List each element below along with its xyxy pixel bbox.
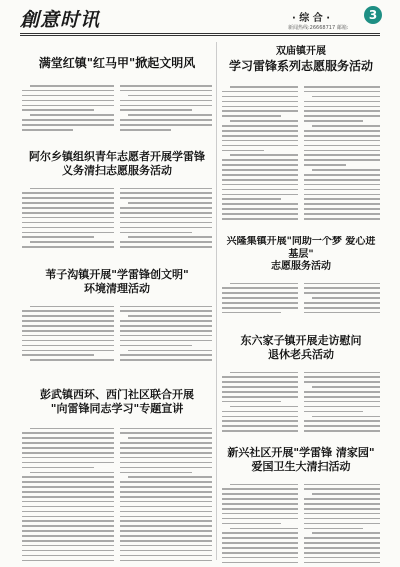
- masthead-rule: [20, 33, 380, 34]
- masthead-rule-thin: [20, 35, 380, 36]
- article-headline: 苇子沟镇开展"学雷锋创文明" 环境清理活动: [45, 268, 189, 295]
- article-body: [222, 86, 380, 222]
- article-dongliujiazi: [222, 334, 380, 434]
- article-weizigou: [22, 268, 212, 363]
- article-xinglongji: [222, 236, 380, 316]
- article-body: [222, 283, 380, 317]
- article-manjiahong: [22, 56, 212, 146]
- masthead: [0, 0, 400, 34]
- article-headline: 新兴社区开展"学雷锋 清家园" 爱国卫生大清扫活动: [227, 446, 375, 473]
- article-body: [22, 306, 212, 364]
- article-headline: 彭武镇西环、西门社区联合开展 "向雷锋同志学习"专题宣讲: [40, 388, 194, 415]
- article-headline: 学习雷锋系列志愿服务活动: [228, 59, 373, 73]
- article-body: [22, 428, 212, 564]
- newspaper-logo: 創意时讯: [20, 9, 101, 31]
- article-headline: 兴隆集镇开展"同助一个梦 爱心进基层" 志愿服务活动: [226, 236, 376, 272]
- article-shuangmiao: [222, 42, 380, 222]
- section-label: · 综 合 ·: [292, 13, 331, 24]
- contact-line: 新闻热线:26668717 邮箱:: [288, 25, 349, 31]
- page-number-badge: 3: [364, 6, 382, 24]
- article-body: [222, 372, 380, 435]
- article-kicker: 双庙镇开展: [276, 46, 326, 57]
- article-body: [22, 85, 212, 134]
- column-divider: [216, 42, 217, 560]
- article-headline: 东六家子镇开展走访慰问 退休老兵活动: [240, 334, 362, 361]
- article-aerxiang: [22, 150, 212, 250]
- article-body: [222, 484, 380, 564]
- article-xinxing: [222, 446, 380, 563]
- article-headline: 满堂红镇"红马甲"掀起文明风: [38, 56, 196, 70]
- article-headline: 阿尔乡镇组织青年志愿者开展学雷锋 义务清扫志愿服务活动: [29, 150, 205, 177]
- article-pengwu: [22, 388, 212, 563]
- article-body: [22, 188, 212, 251]
